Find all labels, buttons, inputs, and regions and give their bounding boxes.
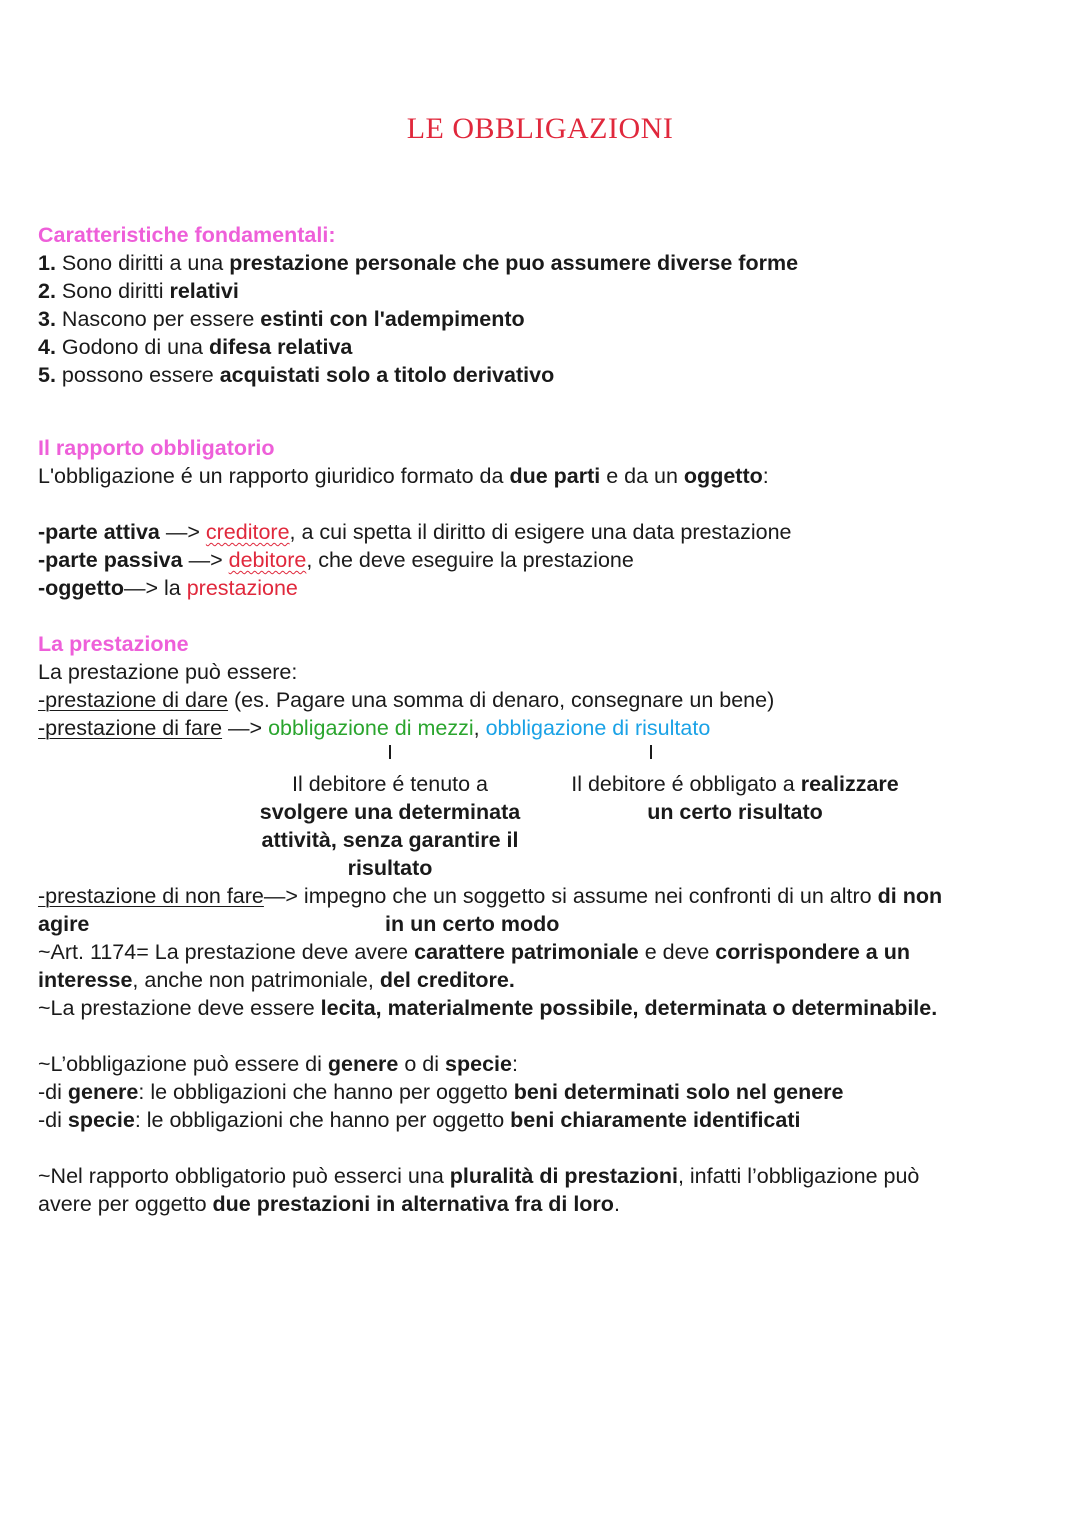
heading-caratteristiche: Caratteristiche fondamentali: — [38, 223, 336, 247]
lecita-line: ~La prestazione deve essere lecita, materialmente possibile, determinata o determinabile. — [38, 996, 938, 1020]
heading-prestazione: La prestazione — [38, 632, 189, 656]
page-title: LE OBBLIGAZIONI — [406, 112, 674, 145]
risultato-description: Il debitore é obbligato a realizzare un certo risultato — [571, 772, 899, 824]
pluralita-line-2: avere per oggetto due prestazioni in alternativa fra di loro. — [38, 1192, 620, 1216]
obbligazione-risultato: obbligazione di risultato — [485, 716, 711, 740]
parte-attiva-line: -parte attiva —> creditore, a cui spetta il diritto di esigere una data prestazione — [38, 520, 792, 544]
prestazione-dare-line: -prestazione di dare (es. Pagare una somma di denaro, consegnare un bene) — [38, 688, 775, 712]
art-1174-line: ~Art. 1174= La prestazione deve avere carattere patrimoniale e deve corrispondere a un — [38, 940, 911, 964]
pluralita-line: ~Nel rapporto obbligatorio può esserci una pluralità di prestazioni, infatti l’obbligazione può — [38, 1164, 920, 1188]
debitore-term: debitore — [228, 548, 307, 572]
list-item: 2. Sono diritti relativi — [38, 279, 239, 303]
creditore-term: creditore — [205, 520, 290, 544]
prestazione-non-fare-line-2: agire — [38, 912, 90, 936]
list-item: 5. possono essere acquistati solo a titolo derivativo — [38, 363, 555, 387]
prestazione-intro: La prestazione può essere: — [38, 660, 298, 684]
connector-risultato — [650, 745, 652, 759]
oggetto-line: -oggetto—> la prestazione — [38, 576, 298, 600]
prestazione-fare-line: -prestazione di fare —> obbligazione di mezzi, obbligazione di risultato — [38, 716, 711, 740]
list-item: 4. Godono di una difesa relativa — [38, 335, 353, 359]
specie-line: -di specie: le obbligazioni che hanno per oggetto beni chiaramente identificati — [38, 1108, 801, 1132]
genere-specie-line: ~L’obbligazione può essere di genere o di specie: — [38, 1052, 518, 1076]
obbligazione-mezzi: obbligazione di mezzi — [268, 716, 474, 740]
art-1174-line-2: interesse, anche non patrimoniale, del creditore. — [38, 968, 515, 992]
mezzi-description: Il debitore é tenuto a svolgere una determinata attività, senza garantire il risultato — [259, 772, 521, 880]
parte-passiva-line: -parte passiva —> debitore, che deve eseguire la prestazione — [38, 548, 634, 572]
heading-rapporto-obbligatorio: Il rapporto obbligatorio — [38, 436, 275, 460]
genere-line: -di genere: le obbligazioni che hanno per oggetto beni determinati solo nel genere — [38, 1080, 844, 1104]
prestazione-non-fare-line-3: in un certo modo — [385, 912, 560, 936]
list-item: 1. Sono diritti a una prestazione personale che puo assumere diverse forme — [38, 251, 799, 275]
prestazione-non-fare-line: -prestazione di non fare—> impegno che un soggetto si assume nei confronti di un altro di non — [38, 884, 943, 908]
connector-mezzi — [389, 745, 391, 759]
list-item: 3. Nascono per essere estinti con l'adempimento — [38, 307, 525, 331]
rapporto-intro: L'obbligazione é un rapporto giuridico formato da due parti e da un oggetto: — [38, 464, 769, 488]
